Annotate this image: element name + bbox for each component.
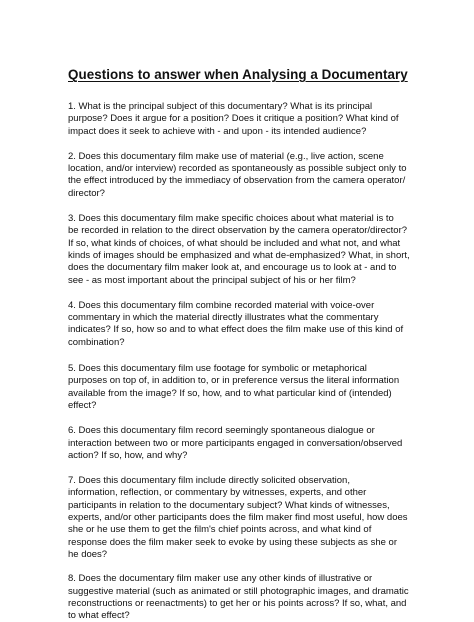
question-7-line-6: response does the film maker seek to evoke by using these subjects as she or bbox=[68, 536, 397, 548]
question-8 bbox=[68, 573, 420, 622]
question-3-line-5: does the documentary film maker look at, and encourage us to look at - and to bbox=[68, 262, 397, 274]
question-list bbox=[68, 93, 420, 622]
question-1-line-2: purpose? Does it argue for a position? Does it critique a position? What kind of bbox=[68, 113, 399, 125]
question-1-line-3: impact does it seek to achieve with - and upon - its intended audience? bbox=[68, 125, 367, 137]
question-3-line-4: kinds of images should be emphasized and what de-emphasized? What, in short, bbox=[68, 249, 410, 261]
question-4-line-2: commentary in which the material directly illustrates what the commentary bbox=[68, 312, 379, 324]
question-2 bbox=[68, 151, 420, 200]
question-8-line-2: suggestive material (such as animated or still photographic images, and dramatic bbox=[68, 585, 409, 597]
question-2-line-1: 2. Does this documentary film make use of material (e.g., live action, scene bbox=[68, 150, 384, 162]
question-4-line-3: indicates? If so, how so and to what effect does the film make use of this kind of bbox=[68, 324, 404, 336]
question-7-line-7: he does? bbox=[68, 548, 108, 560]
question-7 bbox=[68, 475, 420, 561]
question-5-line-3: available from the image? If so, how, and to what particular kind of (intended) bbox=[68, 387, 392, 399]
question-7-line-2: information, reflection, or commentary by witnesses, experts, and other bbox=[68, 487, 367, 499]
question-4-line-1: 4. Does this documentary film combine recorded material with voice-over bbox=[68, 299, 375, 311]
question-4-line-4: combination? bbox=[68, 336, 125, 348]
question-5-line-2: purposes on top of, in addition to, or in preference versus the literal information bbox=[68, 375, 400, 387]
question-5-line-4: effect? bbox=[68, 399, 97, 411]
question-3-line-3: If so, what kinds of choices, of what should be included and what not, and what bbox=[68, 237, 401, 249]
question-3-line-6: see - as most important about the principal subject of his or her film? bbox=[68, 274, 356, 286]
question-8-line-4: to what effect? bbox=[68, 610, 130, 622]
question-6-line-2: interaction between two or more participants engaged in conversation/observed bbox=[68, 437, 403, 449]
question-6-line-1: 6. Does this documentary film record seemingly spontaneous dialogue or bbox=[68, 425, 375, 437]
question-4 bbox=[68, 300, 420, 349]
question-3-line-1: 3. Does this documentary film make specific choices about what material is to bbox=[68, 213, 394, 225]
question-8-line-1: 8. Does the documentary film maker use any other kinds of illustrative or bbox=[68, 573, 373, 585]
question-7-line-4: experts, and/or other participants does the film maker find most useful, how does bbox=[68, 512, 408, 524]
question-5-line-1: 5. Does this documentary film use footage for symbolic or metaphorical bbox=[68, 363, 367, 375]
question-5 bbox=[68, 363, 420, 412]
question-6-line-3: action? If so, how, and why? bbox=[68, 449, 188, 461]
document-title: Questions to answer when Analysing a Documentary bbox=[68, 67, 408, 82]
question-7-line-1: 7. Does this documentary film include directly solicited observation, bbox=[68, 475, 350, 487]
question-2-line-3: the effect introduced by the immediacy of observation from the camera operator/ bbox=[68, 175, 406, 187]
question-2-line-4: director? bbox=[68, 187, 105, 199]
question-1 bbox=[68, 101, 420, 138]
question-8-line-3: reconstructions or reenactments) to get her or his points across? If so, what, and bbox=[68, 597, 407, 609]
question-7-line-3: participants in relation to the documentary subject? What kinds of witnesses, bbox=[68, 499, 390, 511]
question-2-line-2: location, and/or interview) recorded as spontaneously as possible subject only to bbox=[68, 163, 407, 175]
question-6 bbox=[68, 425, 420, 462]
question-3-line-2: be recorded in relation to the direct observation by the camera operator/director? bbox=[68, 225, 408, 237]
question-7-line-5: she or he use them to get the film's chief points across, and what kind of bbox=[68, 524, 372, 536]
question-1-line-1: 1. What is the principal subject of this documentary? What is its principal bbox=[68, 101, 373, 112]
question-3 bbox=[68, 213, 420, 287]
